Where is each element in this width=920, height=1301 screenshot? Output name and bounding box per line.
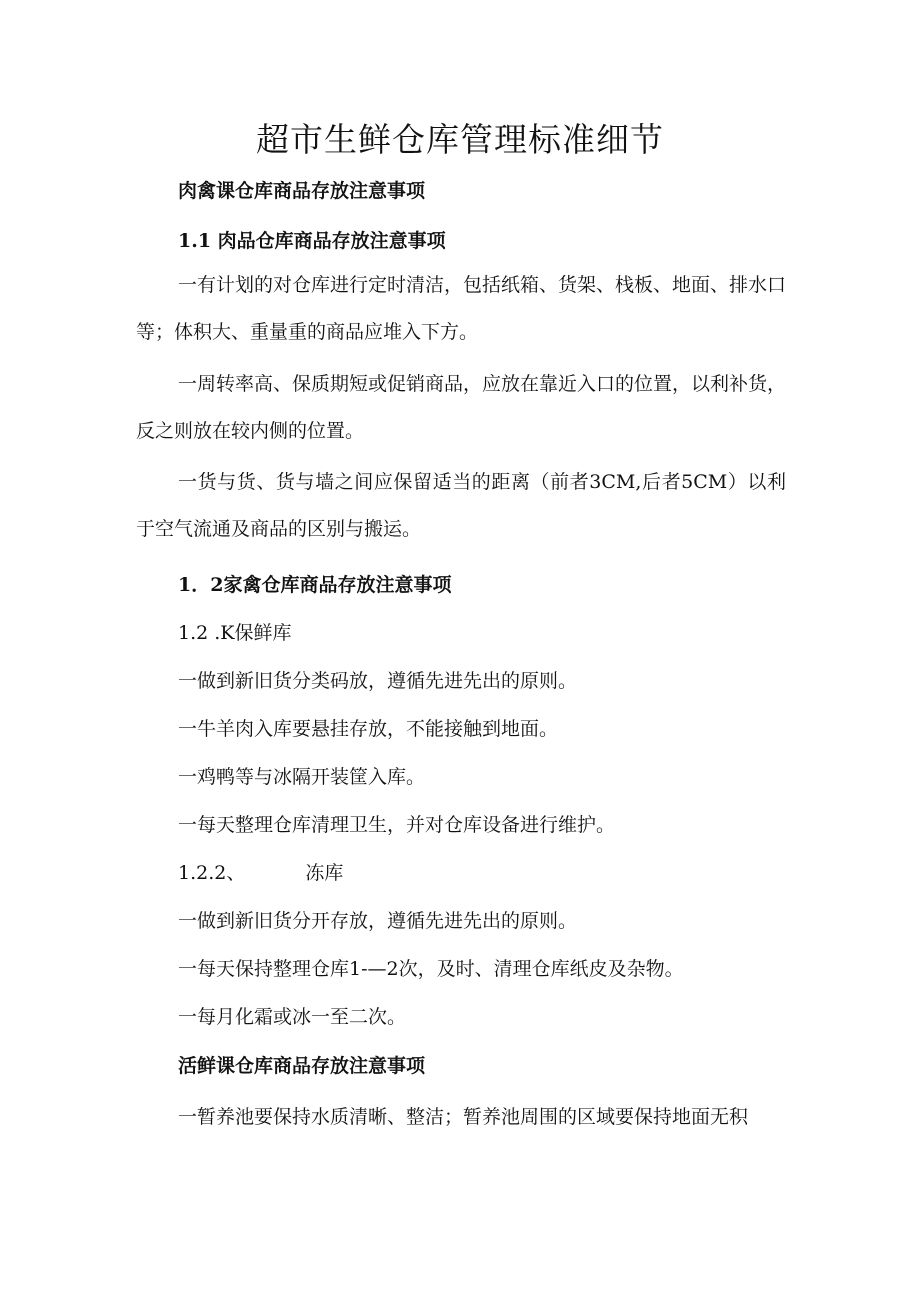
- list-item: 一做到新旧货分开存放，遵循先进先出的原则。: [178, 910, 578, 932]
- subsection-number: 1.2.2、: [178, 862, 246, 884]
- list-item: 一每月化霜或冰一至二次。: [178, 1006, 407, 1028]
- paragraph-spacing: 一货与货、货与墙之间应保留适当的距离（前者3CM,后者5CM）以利于空气流通及商品的区别与搬运。: [136, 471, 786, 540]
- paragraph-holding-pool: 一暂养池要保持水质清晰、整洁；暂养池周围的区域要保持地面无积: [178, 1106, 749, 1128]
- subsection-heading-1-2: 1．2家禽仓库商品存放注意事项: [178, 574, 452, 596]
- document-title: 超市生鲜仓库管理标准细节: [256, 120, 664, 159]
- list-item: 一每天整理仓库清理卫生，并对仓库设备进行维护。: [178, 814, 616, 836]
- section-heading-meat-poultry: 肉禽课仓库商品存放注意事项: [178, 180, 426, 202]
- paragraph-cleaning: 一有计划的对仓库进行定时清洁，包括纸箱、货架、栈板、地面、排水口等；体积大、重量重的商品应堆入下方。: [136, 274, 787, 343]
- paragraph-turnover: 一周转率高、保质期短或促销商品，应放在靠近入口的位置，以利补货，反之则放在较内侧的位置。: [136, 373, 787, 442]
- subsection-heading-1-2-1: 1.2 .K保鲜库: [178, 622, 292, 644]
- list-item: 一牛羊肉入库要悬挂存放，不能接触到地面。: [178, 718, 559, 740]
- section-heading-live-seafood: 活鲜课仓库商品存放注意事项: [178, 1055, 426, 1077]
- list-item: 一每天保持整理仓库1-—2次，及时、清理仓库纸皮及杂物。: [178, 958, 684, 980]
- list-item: 一鸡鸭等与冰隔开装筐入库。: [178, 766, 426, 788]
- subsection-heading-1-2-2: [178, 860, 343, 886]
- list-item: 一做到新旧货分类码放，遵循先进先出的原则。: [178, 670, 578, 692]
- subsection-heading-1-1: 1.1 肉品仓库商品存放注意事项: [178, 230, 446, 252]
- subsection-label: 冻库: [305, 862, 344, 884]
